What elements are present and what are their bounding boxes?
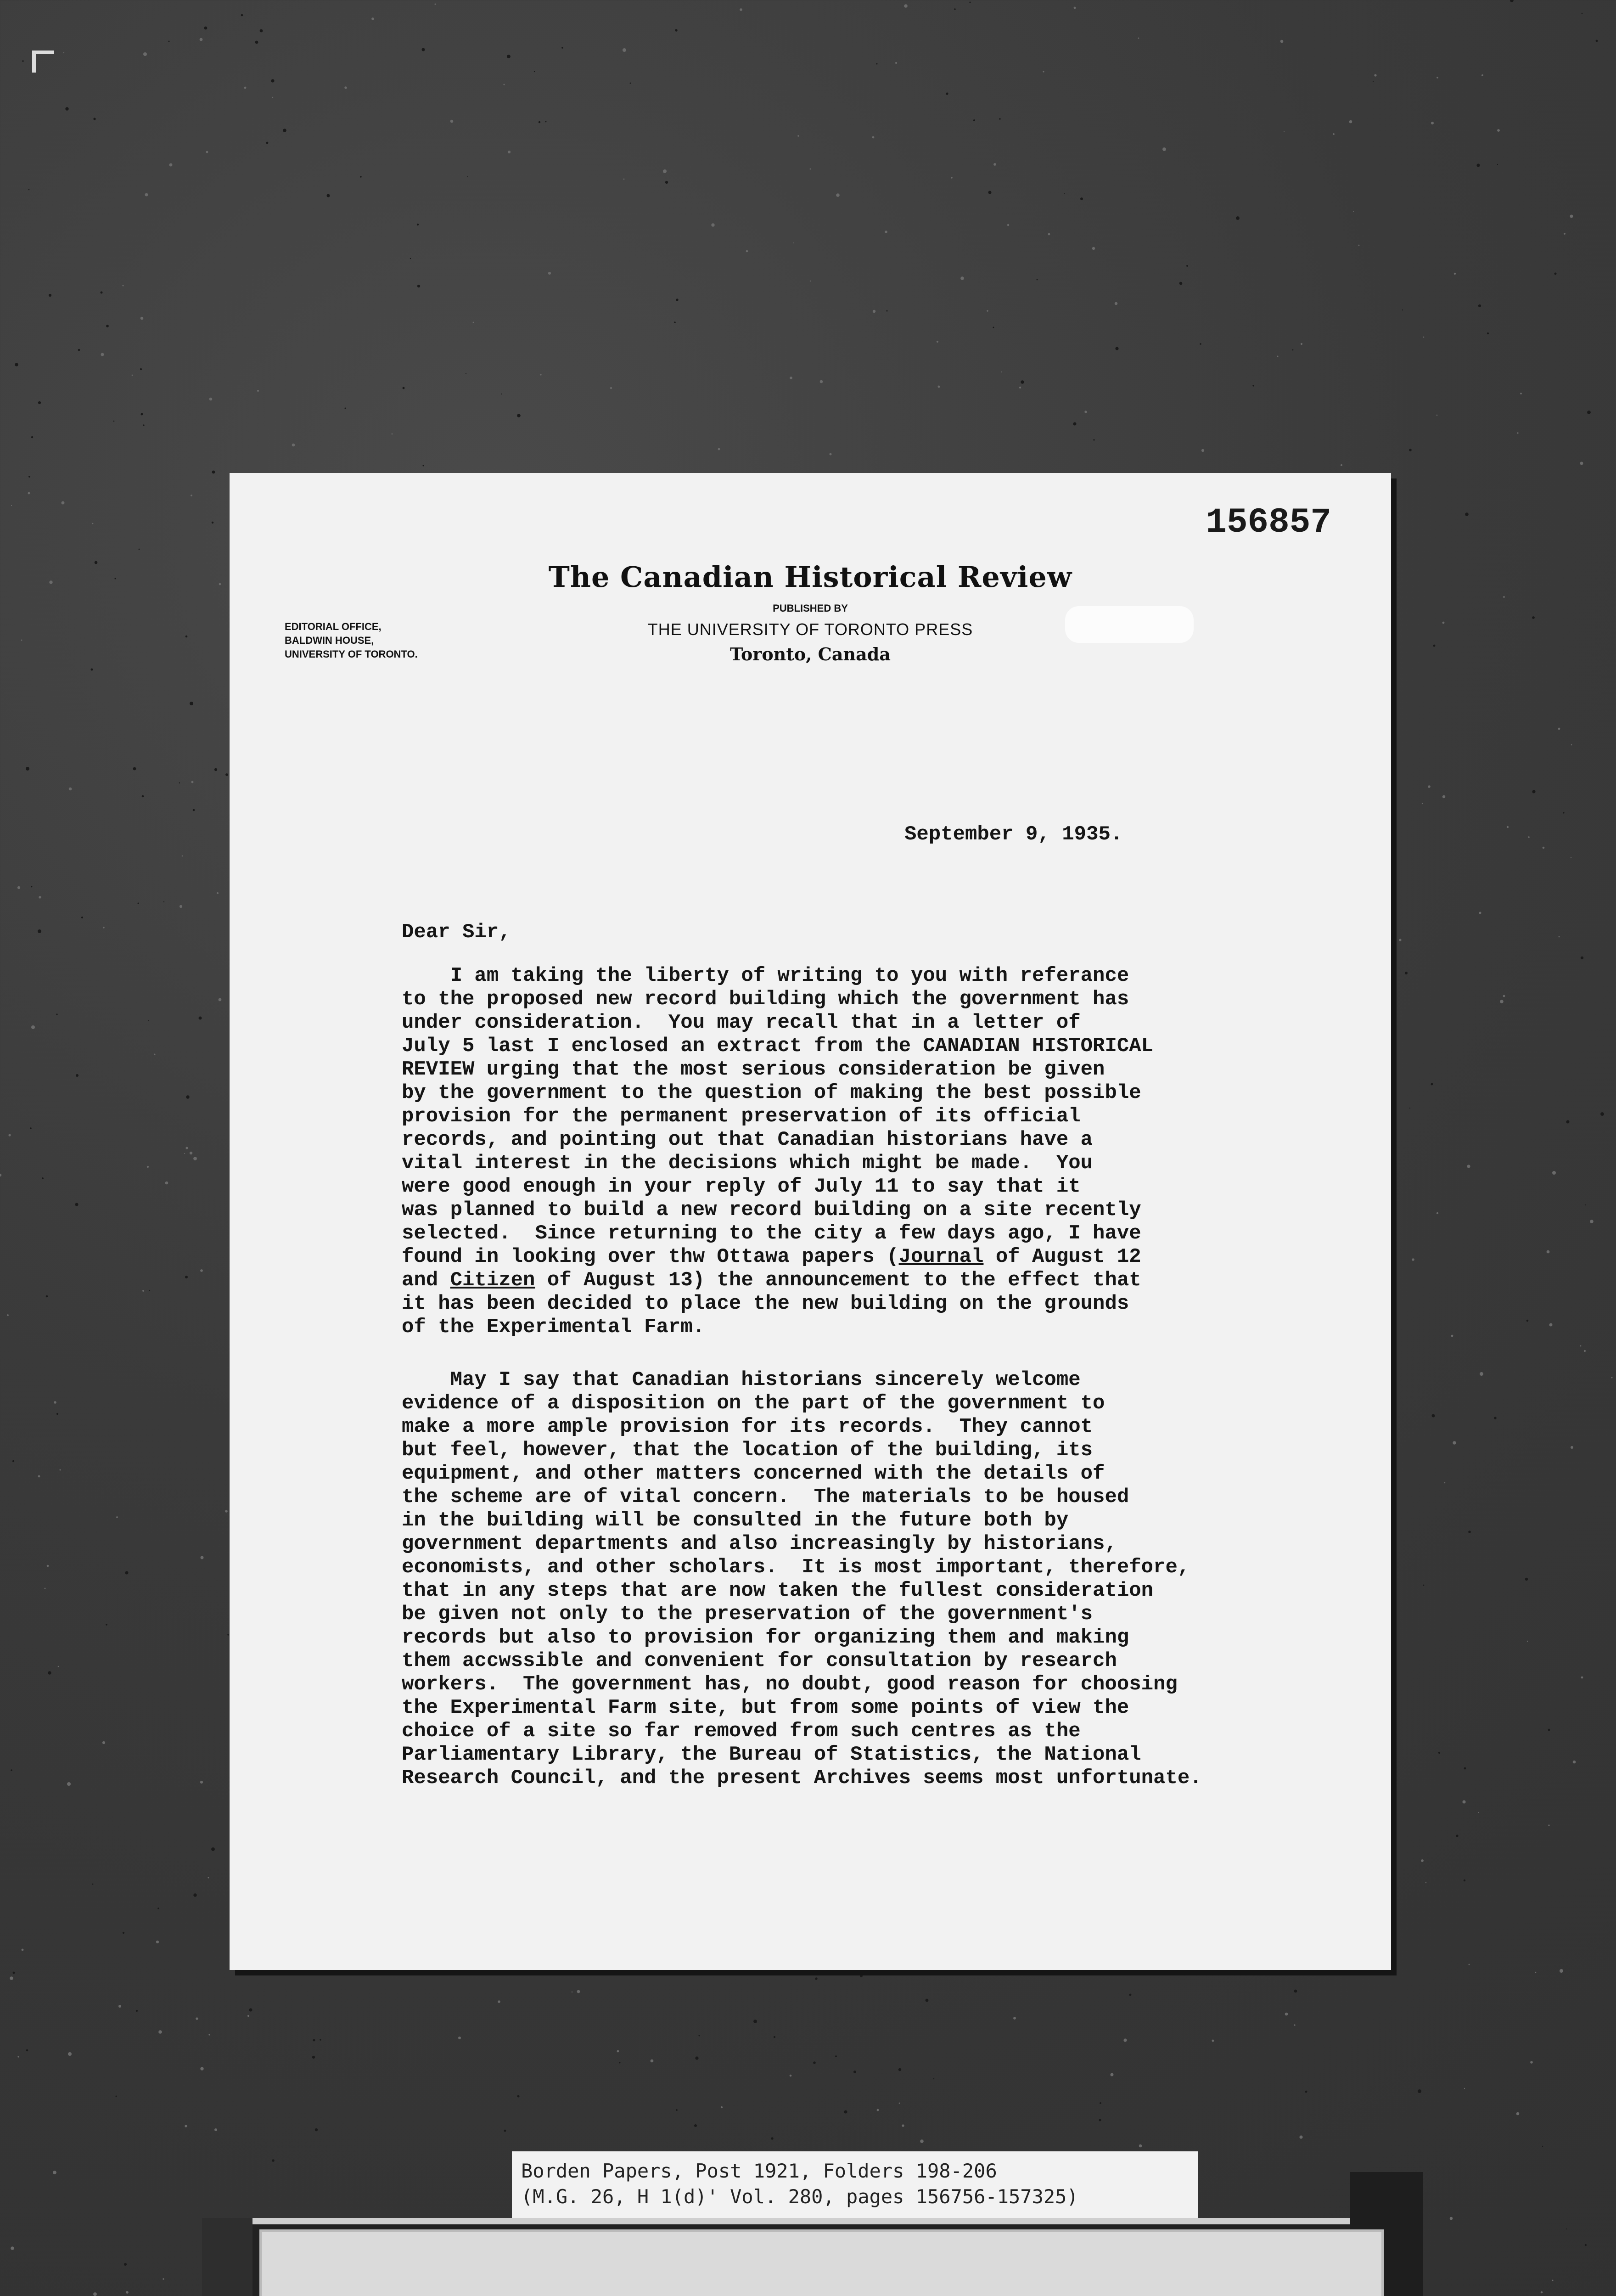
archives-label-frame — [259, 2229, 1384, 2296]
letter-line: found in looking over thw Ottawa papers (Journal of August 12 — [402, 1245, 1141, 1268]
letter-line: vital interest in the decisions which might be made. You — [402, 1152, 1093, 1175]
letter-line: and Citizen of August 13) the announcement to the effect that — [402, 1269, 1141, 1292]
letter-line: May I say that Canadian historians sincerely welcome — [402, 1368, 1081, 1391]
letter-line: provision for the permanent preservation of its official — [402, 1105, 1081, 1128]
letter-line: of the Experimental Farm. — [402, 1316, 705, 1339]
reference-card — [512, 2151, 1198, 2220]
letter-paragraph-1 — [402, 964, 1389, 1339]
letter-line: were good enough in your reply of July 11 to say that it — [402, 1175, 1081, 1198]
letter-line: Research Council, and the present Archives seems most unfortunate. — [402, 1767, 1202, 1790]
letter-line: Parliamentary Library, the Bureau of Statistics, the National — [402, 1743, 1141, 1766]
reference-card-line: (M.G. 26, H 1(d)' Vol. 280, pages 156756-157325) — [521, 2185, 1078, 2208]
editorial-office-line: UNIVERSITY OF TORONTO. — [285, 648, 418, 660]
letter-line: selected. Since returning to the city a few days ago, I have — [402, 1222, 1141, 1245]
salutation: Dear Sir, — [402, 921, 511, 944]
editorial-office-address — [285, 620, 477, 661]
letter-line: that in any steps that are now taken the fullest consideration — [402, 1579, 1154, 1602]
letter-line: make a more ample provision for its records. They cannot — [402, 1415, 1093, 1438]
letter-page — [230, 473, 1391, 1970]
letter-line: workers. The government has, no doubt, good reason for choosing — [402, 1673, 1178, 1696]
letter-line: them accwssible and convenient for consultation by research — [402, 1649, 1117, 1672]
letter-line: in the building will be consulted in the future both by — [402, 1509, 1069, 1532]
letter-line: records but also to provision for organizing them and making — [402, 1626, 1129, 1649]
letter-line: choice of a site so far removed from such centres as the — [402, 1720, 1081, 1743]
letter-line: under consideration. You may recall that in a letter of — [402, 1011, 1081, 1034]
letter-paragraph-2 — [402, 1368, 1389, 1790]
reference-card-line: Borden Papers, Post 1921, Folders 198-206 — [521, 2160, 997, 2182]
letter-line: REVIEW urging that the most serious consideration be given — [402, 1058, 1105, 1081]
letter-line: July 5 last I enclosed an extract from the CANADIAN HISTORICAL — [402, 1035, 1154, 1058]
redaction-patch — [1065, 606, 1194, 643]
letter-date: September 9, 1935. — [904, 823, 1123, 846]
masthead-title: The Canadian Historical Review — [548, 560, 1072, 594]
letter-line: economists, and other scholars. It is most important, therefore, — [402, 1556, 1190, 1579]
masthead-published-by: PUBLISHED BY — [773, 602, 848, 614]
letter-line: to the proposed new record building which the government has — [402, 988, 1129, 1011]
letter-line: by the government to the question of making the best possible — [402, 1081, 1141, 1104]
editorial-office-line: EDITORIAL OFFICE, — [285, 621, 382, 632]
letter-line: but feel, however, that the location of the building, its — [402, 1439, 1093, 1462]
masthead-press: THE UNIVERSITY OF TORONTO PRESS — [647, 620, 973, 639]
letter-line: government departments and also increasingly by historians, — [402, 1532, 1117, 1555]
folio-number: 156857 — [1206, 503, 1331, 542]
letter-line: records, and pointing out that Canadian historians have a — [402, 1128, 1093, 1151]
letter-line: equipment, and other matters concerned with the details of — [402, 1462, 1105, 1485]
letter-line: be given not only to the preservation of the government's — [402, 1603, 1093, 1626]
letter-line: the Experimental Farm site, but from some points of view the — [402, 1696, 1129, 1719]
editorial-office-line: BALDWIN HOUSE, — [285, 635, 374, 646]
archive-box-edge — [202, 2218, 252, 2296]
masthead-city: Toronto, Canada — [730, 644, 891, 664]
letter-line: was planned to build a new record building on a site recently — [402, 1199, 1141, 1221]
letter-line: the scheme are of vital concern. The materials to be housed — [402, 1486, 1129, 1508]
letter-line: it has been decided to place the new building on the grounds — [402, 1292, 1129, 1315]
letter-line: evidence of a disposition on the part of the government to — [402, 1392, 1105, 1415]
letter-line: I am taking the liberty of writing to you with referance — [402, 964, 1129, 987]
